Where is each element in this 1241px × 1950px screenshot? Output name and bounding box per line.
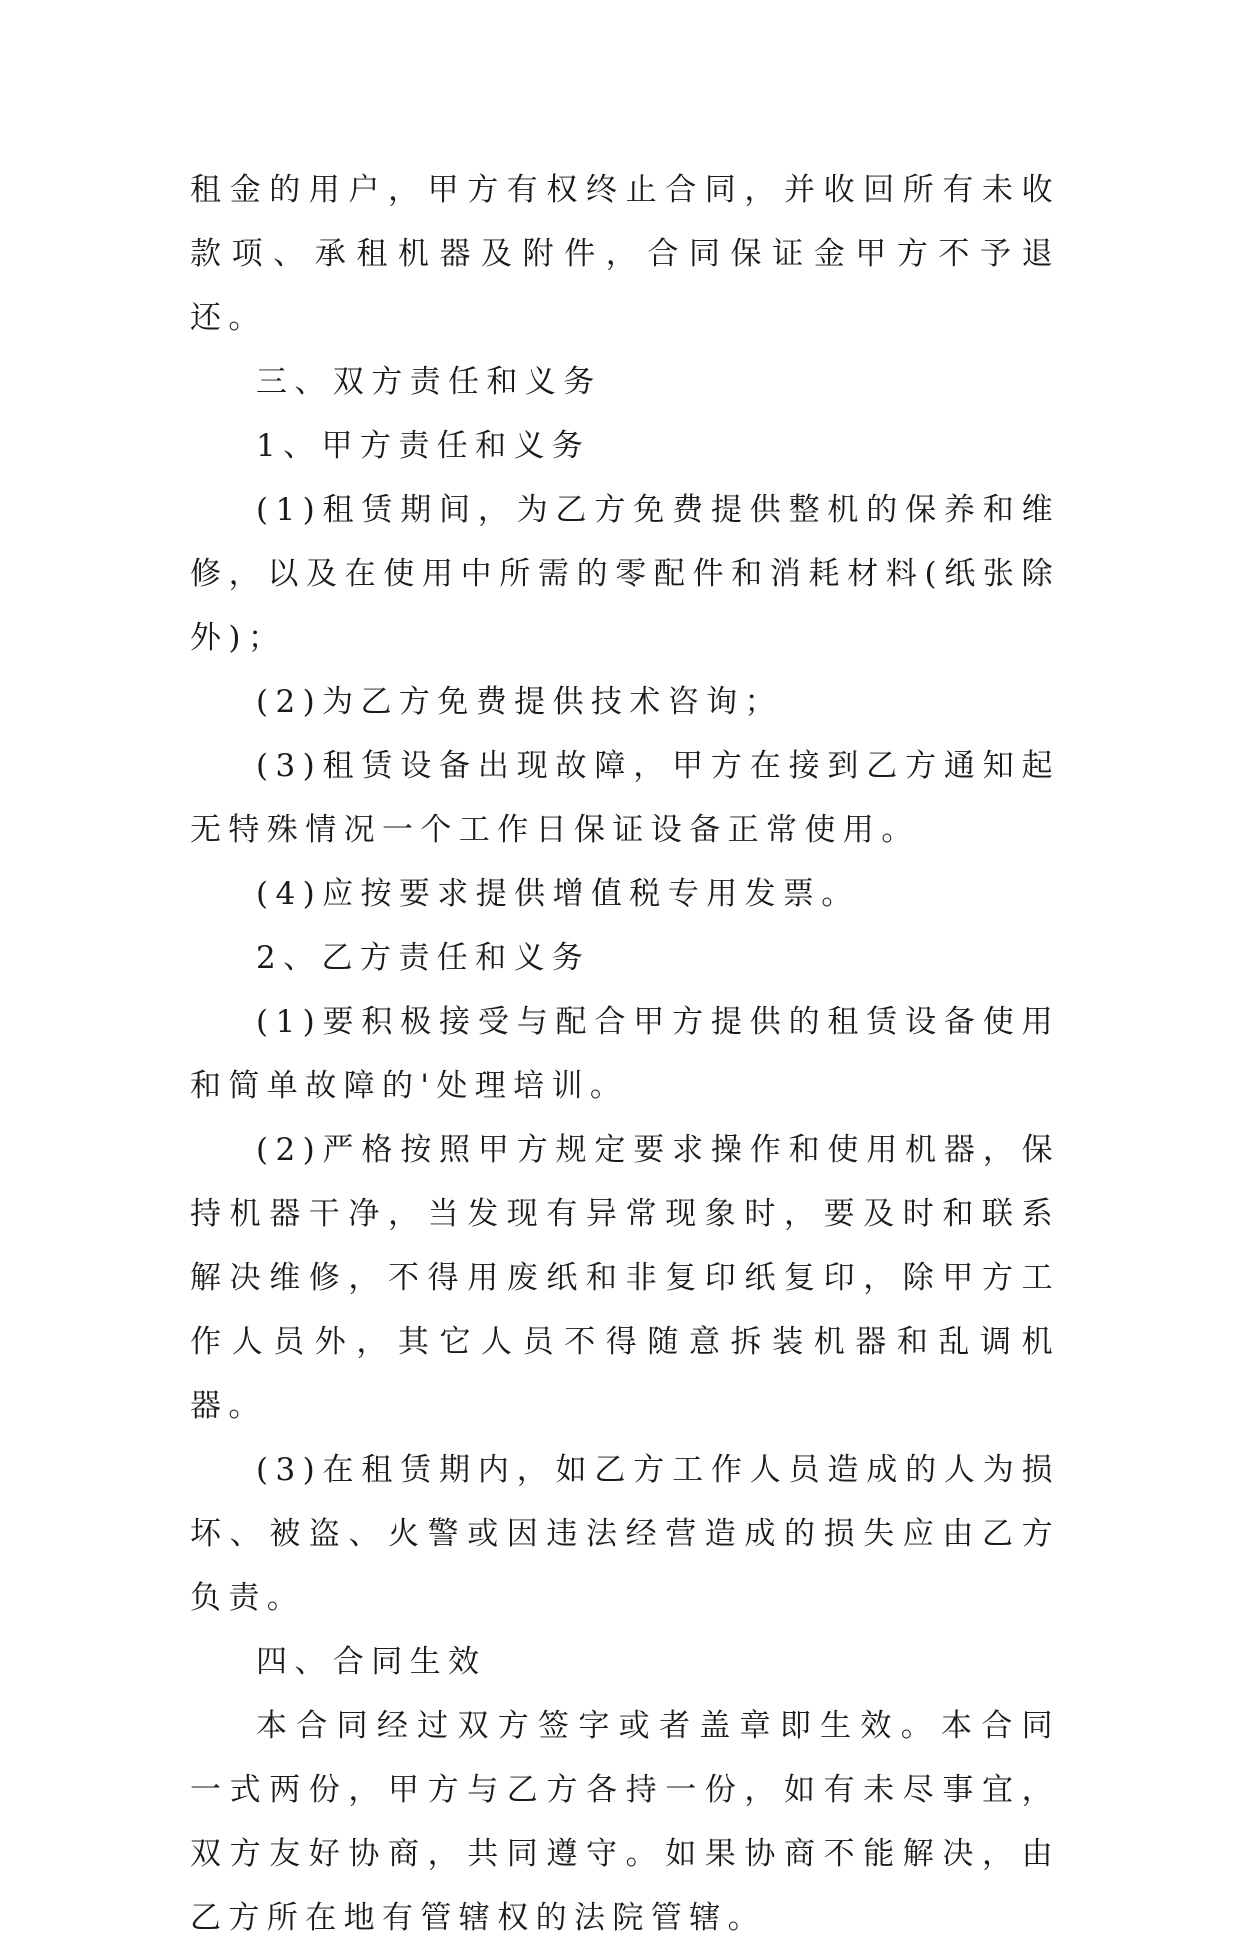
effectiveness-clause: 本合同经过双方签字或者盖章即生效。本合同一式两份，甲方与乙方各持一份，如有未尽事宜，双方友好协商，共同遵守。如果协商不能解决，由乙方所在地有管辖权的法院管辖。 — [190, 1708, 1060, 1936]
party-a-clause-4: (4)应按要求提供增值税专用发票。 — [256, 876, 860, 912]
party-b-clause-1: (1)要积极接受与配合甲方提供的租赁设备使用和简单故障的'处理培训。 — [190, 1004, 1060, 1104]
document-body — [190, 158, 1060, 1950]
paragraph-continuation: 租金的用户，甲方有权终止合同，并收回所有未收款项、承租机器及附件，合同保证金甲方不予退还。 — [190, 172, 1060, 336]
section-heading-effectiveness: 四、合同生效 — [256, 1644, 487, 1680]
party-b-clause-2: (2)严格按照甲方规定要求操作和使用机器，保持机器干净，当发现有异常现象时，要及时和联系解决维修，不得用废纸和非复印纸复印，除甲方工作人员外，其它人员不得随意拆装机器和乱调机器。 — [190, 1132, 1060, 1424]
party-a-clause-3: (3)租赁设备出现故障，甲方在接到乙方通知起无特殊情况一个工作日保证设备正常使用。 — [190, 748, 1060, 848]
party-b-clause-3: (3)在租赁期内，如乙方工作人员造成的人为损坏、被盗、火警或因违法经营造成的损失应由乙方负责。 — [190, 1452, 1060, 1616]
subsection-heading-party-a: 1、甲方责任和义务 — [256, 428, 591, 464]
section-heading-responsibilities: 三、双方责任和义务 — [256, 364, 602, 400]
subsection-heading-party-b: 2、乙方责任和义务 — [256, 940, 591, 976]
party-a-clause-2: (2)为乙方免费提供技术咨询； — [256, 684, 783, 720]
party-a-clause-1: (1)租赁期间，为乙方免费提供整机的保养和维修，以及在使用中所需的零配件和消耗材料(纸张除外)； — [190, 492, 1060, 656]
